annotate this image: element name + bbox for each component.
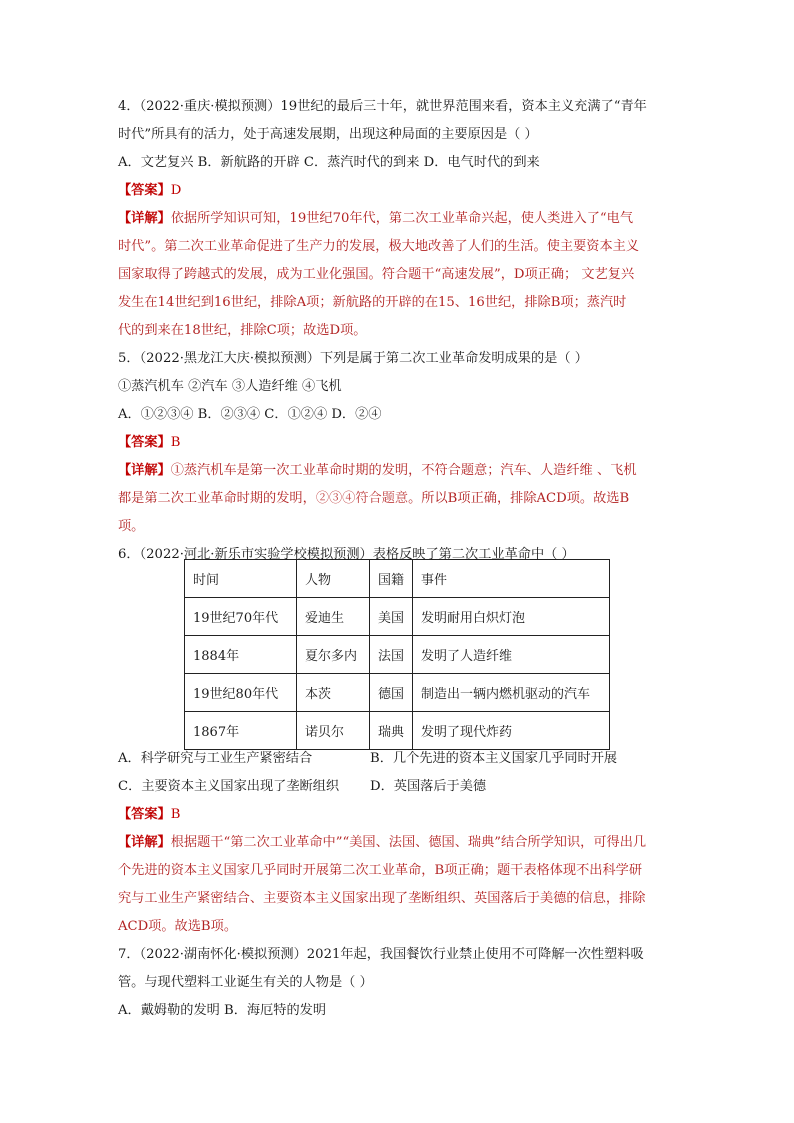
q5-detail-line3: 项。 [118,519,145,534]
q6-detail-line3: 究与工业生产紧密结合、主要资本主义国家出现了垄断组织、英国落后于美德的信息，排除 [118,891,646,906]
table-header-cell: 时间 [185,560,297,598]
table-row [185,636,610,674]
q4-detail-line3: 国家取得了跨越式的发展，成为工业化强国。符合题干“高速发展”，D项正确； 文艺复兴 [118,267,635,282]
table-row [185,598,610,636]
q5-stem: 5．（2022·黑龙江大庆·模拟预测）下列是属于第二次工业革命发明成果的是（ ） [118,351,588,366]
q6-answer-line [118,801,678,829]
question-content [118,93,678,569]
answer-tag: 【答案】 [118,807,171,822]
table-cell: 瑞典 [370,712,413,750]
table-cell: 诺贝尔 [297,712,370,750]
q5-answer: B [170,435,181,450]
table-cell: 19世纪80年代 [185,674,297,712]
q6-option-c: C．主要资本主义国家出现了垄断组织 [118,779,340,794]
table-header-cell: 人物 [297,560,370,598]
q5-items: ①蒸汽机车 ②汽车 ③人造纤维 ④飞机 [118,379,342,394]
table-cell: 发明了人造纤维 [413,636,610,674]
detail-tag: 【详解】 [118,211,171,226]
q5-detail-text2a: 都是第二次工业革命时期的发明， [118,491,316,506]
q4-stem-line1: 4．（2022·重庆·模拟预测）19世纪的最后三十年，就世界范围来看，资本主义充满了“青年 [118,99,647,114]
question-content-lower [118,745,678,1025]
detail-tag: 【详解】 [118,463,171,478]
q6-answer: B [170,807,181,822]
q5-detail-text1: ①蒸汽机车是第一次工业革命时期的发明，不符合题意；汽车、人造纤维 、飞机 [170,463,637,478]
table-header-row [185,560,610,598]
table-cell: 发明耐用白炽灯泡 [413,598,610,636]
q6-stem: 6．（2022·河北·新乐市实验学校模拟预测）表格反映了第二次工业革命中（ ） [118,547,575,562]
q6-option-d: D．英国落后于美德 [370,779,487,794]
q5-detail-line2 [118,485,678,513]
q4-detail-line5: 代的到来在18世纪，排除C项；故选D项。 [118,323,367,338]
q5-answer-line [118,429,678,457]
table-cell: 发明了现代炸药 [413,712,610,750]
table-cell: 1867年 [185,712,297,750]
q6-options-ab [118,745,678,773]
q6-option-b: B．几个先进的资本主义国家几乎同时开展 [370,751,618,766]
table-cell: 法国 [370,636,413,674]
table-cell: 美国 [370,598,413,636]
table-cell: 夏尔多内 [297,636,370,674]
table-row [185,712,610,750]
q6-detail-line4: ACD项。故选B项。 [118,919,238,934]
table-cell: 制造出一辆内燃机驱动的汽车 [413,674,610,712]
answer-tag: 【答案】 [118,435,171,450]
table-cell: 1884年 [185,636,297,674]
events-table [184,559,610,750]
q5-detail-highlight: ②③④符合题意 [315,491,409,506]
q4-detail-line4: 发生在14世纪到16世纪，排除A项；新航路的开辟的在15、16世纪，排除B项；蒸汽时 [118,295,627,310]
table-row [185,674,610,712]
q4-answer-line [118,177,678,205]
q6-options-cd [118,773,678,801]
q6-detail-line2: 个先进的资本主义国家几乎同时开展第二次工业革命，B项正确；题干表格体现不出科学研 [118,863,642,878]
q4-options: A．文艺复兴 B．新航路的开辟 C．蒸汽时代的到来 D．电气时代的到来 [118,155,540,170]
q5-detail-line1 [118,457,678,485]
table-cell: 德国 [370,674,413,712]
q4-detail-line1 [118,205,678,233]
q6-detail-text1: 根据题干“第二次工业革命中”“美国、法国、德国、瑞典”结合所学知识，可得出几 [170,835,647,850]
table-header-cell: 国籍 [370,560,413,598]
detail-tag: 【详解】 [118,835,171,850]
q4-stem-line2: 时代”所具有的活力，处于高速发展期，出现这种局面的主要原因是（ ） [118,127,538,142]
q5-options: A．①②③④ B．②③④ C．①②④ D．②④ [118,407,382,422]
q7-stem-line2: 管。与现代塑料工业诞生有关的人物是（ ） [118,975,373,990]
q6-detail-line1 [118,829,678,857]
table-cell: 爱迪生 [297,598,370,636]
q4-detail-line2: 时代”。第二次工业革命促进了生产力的发展，极大地改善了人们的生活。使主要资本主义 [118,239,640,254]
q4-answer: D [170,183,182,198]
answer-tag: 【答案】 [118,183,171,198]
table-cell: 19世纪70年代 [185,598,297,636]
table-header-cell: 事件 [413,560,610,598]
q4-detail-text1: 依据所学知识可知，19世纪70年代，第二次工业革命兴起，使人类进入了“电气 [170,211,634,226]
table-cell: 本茨 [297,674,370,712]
q7-options: A．戴姆勒的发明 B．海厄特的发明 [118,1003,327,1018]
q7-stem-line1: 7．（2022·湖南怀化·模拟预测）2021年起，我国餐饮行业禁止使用不可降解一次性塑料吸 [118,947,644,962]
q6-option-a: A．科学研究与工业生产紧密结合 [118,751,313,766]
q5-detail-text2c: 。所以B项正确，排除ACD项。故选B [408,491,630,506]
